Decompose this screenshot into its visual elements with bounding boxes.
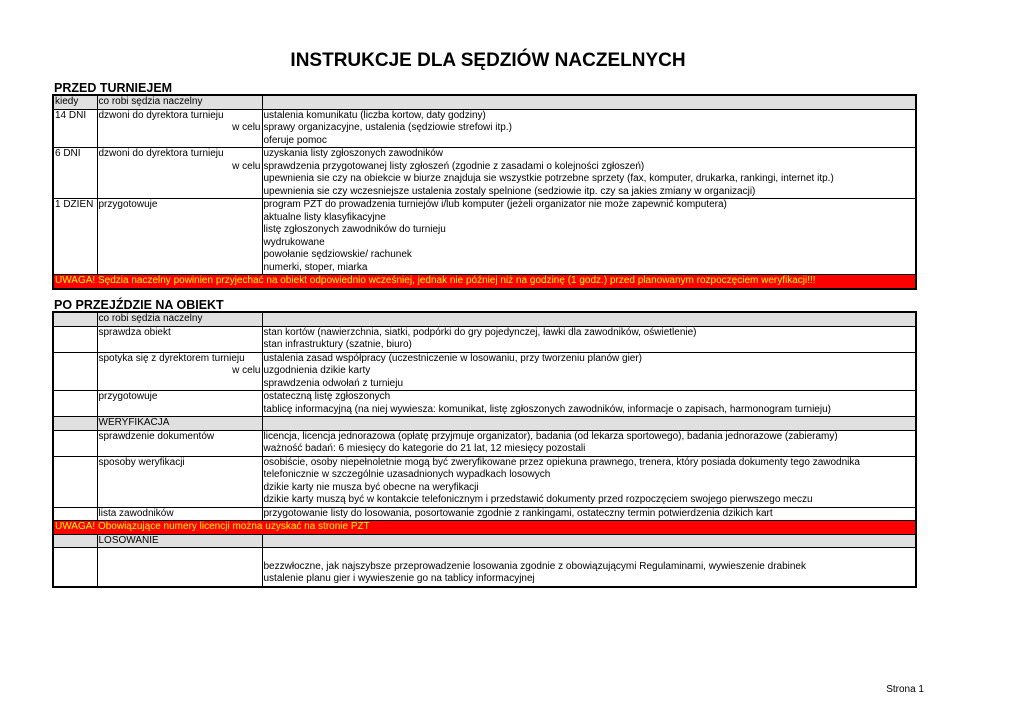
- table-row: [53, 561, 916, 574]
- purpose-label: w celu: [97, 122, 262, 135]
- detail-cell: uzgodnienia dzikie karty: [262, 365, 916, 378]
- detail-cell: dzikie karty muszą być w kontakcie telefonicznym i przedstawić dokumenty przed rozpoczęciem swojego pierwszego meczu: [262, 494, 916, 507]
- table-row: [53, 224, 916, 237]
- warning-row: [53, 521, 916, 535]
- detail-cell: sprawdzenia odwołań z turnieju: [262, 378, 916, 391]
- detail-cell: przygotowanie listy do losowania, posortowanie zgodnie z rankingami, ostateczny termin potwierdzenia dzikich kart: [262, 507, 916, 521]
- table-row: [53, 122, 916, 135]
- table-row: [53, 456, 916, 469]
- warning-text: UWAGA! Sędzia naczelny powinien przyjechać na obiekt odpowiednio wcześniej, jednak nie później niż na godzinę (1 godz.) przed planowanym rozpoczęciem weryfikacji!!!: [53, 275, 916, 289]
- detail-cell: ustalenia zasad współpracy (uczestniczenie w losowaniu, przy tworzeniu planów gier): [262, 352, 916, 365]
- detail-cell: ostateczną listę zgłoszonych: [262, 391, 916, 404]
- verification-header: WERYFIKACJA: [97, 417, 262, 431]
- what-cell: lista zawodników: [97, 507, 262, 521]
- table-row: [53, 352, 916, 365]
- what-cell: spotyka się z dyrektorem turnieju: [97, 352, 262, 365]
- page-number: Strona 1: [886, 684, 924, 695]
- detail-cell: ustalenie planu gier i wywieszenie go na tablicy informacyjnej: [262, 573, 916, 587]
- table-row: [53, 548, 916, 561]
- detail-cell: program PZT do prowadzenia turniejów i/lub komputer (jeżeli organizator nie może zapewnić komputera): [262, 199, 916, 212]
- when-cell: 14 DNI: [53, 109, 97, 122]
- table-row: [53, 161, 916, 174]
- table-arrival: [52, 311, 917, 588]
- table-row: [53, 186, 916, 199]
- when-cell: 6 DNI: [53, 148, 97, 161]
- table-row: [53, 391, 916, 404]
- purpose-label: w celu: [97, 161, 262, 174]
- warning-text: UWAGA! Obowiązujące numery licencji można uzyskać na stronie PZT: [53, 521, 916, 535]
- table-row: [53, 404, 916, 417]
- draw-header: LOSOWANIE: [97, 534, 262, 548]
- what-cell: przygotowuje: [97, 391, 262, 404]
- detail-cell: licencja, licencja jednorazowa (opłatę przyjmuje organizator), badania (od lekarza sportowego), badania jednorazowe (zabieramy): [262, 430, 916, 443]
- detail-cell: upewnienia sie czy wczesniejsze ustalenia zostaly spelnione (sedziowie itp. czy sa jakies zmiany w organizacji): [262, 186, 916, 199]
- table-row: [53, 507, 916, 521]
- table-row: [53, 199, 916, 212]
- table-row: [53, 173, 916, 186]
- what-cell: sprawdza obiekt: [97, 326, 262, 339]
- table-row: [53, 326, 916, 339]
- page-title: INSTRUKCJE DLA SĘDZIÓW NACZELNYCH: [290, 50, 686, 71]
- detail-cell: bezzwłoczne, jak najszybsze przeprowadzenie losowania zgodnie z obowiązującymi Regulaminami, wywieszenie drabinek: [262, 561, 916, 574]
- table-header-row: [53, 95, 916, 109]
- detail-cell: numerki, stoper, miarka: [262, 262, 916, 275]
- header-when: kiedy: [53, 95, 97, 109]
- detail-cell: dzikie karty nie musza być obecne na weryfikacji: [262, 482, 916, 495]
- draw-header-row: [53, 534, 916, 548]
- when-cell: 1 DZIEN: [53, 199, 97, 212]
- table-row: [53, 148, 916, 161]
- table-row: [53, 339, 916, 352]
- what-cell: sprawdzenie dokumentów: [97, 430, 262, 443]
- detail-cell: telefonicznie w szczególnie uzasadnionych wypadkach losowych: [262, 469, 916, 482]
- detail-cell: aktualne listy klasyfikacyjne: [262, 212, 916, 225]
- table-row: [53, 262, 916, 275]
- detail-cell: osobiście, osoby niepełnoletnie mogą być zweryfikowane przez opiekuna prawnego, trenera, który posiada dokumenty tego zawodnika: [262, 456, 916, 469]
- detail-cell: listę zgłoszonych zawodników do turnieju: [262, 224, 916, 237]
- detail-cell: tablicę informacyjną (na niej wywiesza: komunikat, listę zgłoszonych zawodników, informacje o zapisach, harmonogram turnieju): [262, 404, 916, 417]
- table-row: [53, 135, 916, 148]
- detail-cell: ważność badań: 6 miesięcy do kategorie do 21 lat, 12 miesięcy pozostali: [262, 443, 916, 456]
- what-cell: dzwoni do dyrektora turnieju: [97, 148, 262, 161]
- table-header-row: [53, 312, 916, 326]
- header-what: co robi sędzia naczelny: [97, 95, 262, 109]
- warning-row: [53, 275, 916, 289]
- table-before-tournament: [52, 94, 917, 290]
- table-row: [53, 494, 916, 507]
- table-row: [53, 443, 916, 456]
- header-what: co robi sędzia naczelny: [97, 312, 262, 326]
- purpose-label: w celu: [97, 365, 262, 378]
- what-cell: przygotowuje: [97, 199, 262, 212]
- detail-cell: sprawdzenia przygotowanej listy zgłoszeń (zgodnie z zasadami o kolejności zgłoszeń): [262, 161, 916, 174]
- table-row: [53, 430, 916, 443]
- table-row: [53, 212, 916, 225]
- table-row: [53, 378, 916, 391]
- table-row: [53, 249, 916, 262]
- section-title-before-tournament: PRZED TURNIEJEM: [54, 81, 173, 95]
- table-row: [53, 482, 916, 495]
- detail-cell: oferuje pomoc: [262, 135, 916, 148]
- detail-cell: ustalenia komunikatu (liczba kortow, daty godziny): [262, 109, 916, 122]
- table-row: [53, 109, 916, 122]
- detail-cell: wydrukowane: [262, 237, 916, 250]
- detail-cell: uzyskania listy zgłoszonych zawodników: [262, 148, 916, 161]
- section-title-arrival: PO PRZEJŹDZIE NA OBIEKT: [54, 298, 224, 312]
- what-cell: sposoby weryfikacji: [97, 456, 262, 469]
- table-row: [53, 237, 916, 250]
- detail-cell: sprawy organizacyjne, ustalenia (sędziowie strefowi itp.): [262, 122, 916, 135]
- detail-cell: stan infrastruktury (szatnie, biuro): [262, 339, 916, 352]
- detail-cell: stan kortów (nawierzchnia, siatki, podpórki do gry pojedynczej, ławki dla zawodników, oświetlenie): [262, 326, 916, 339]
- what-cell: dzwoni do dyrektora turnieju: [97, 109, 262, 122]
- detail-cell: upewnienia sie czy na obiekcie w biurze znajduja sie wszystkie potrzebne sprzety (fax, komputer, drukarka, rankingi, internet itp.): [262, 173, 916, 186]
- detail-cell: powołanie sędziowskie/ rachunek: [262, 249, 916, 262]
- table-row: [53, 365, 916, 378]
- table-row: [53, 469, 916, 482]
- table-row: [53, 573, 916, 587]
- verification-header-row: [53, 417, 916, 431]
